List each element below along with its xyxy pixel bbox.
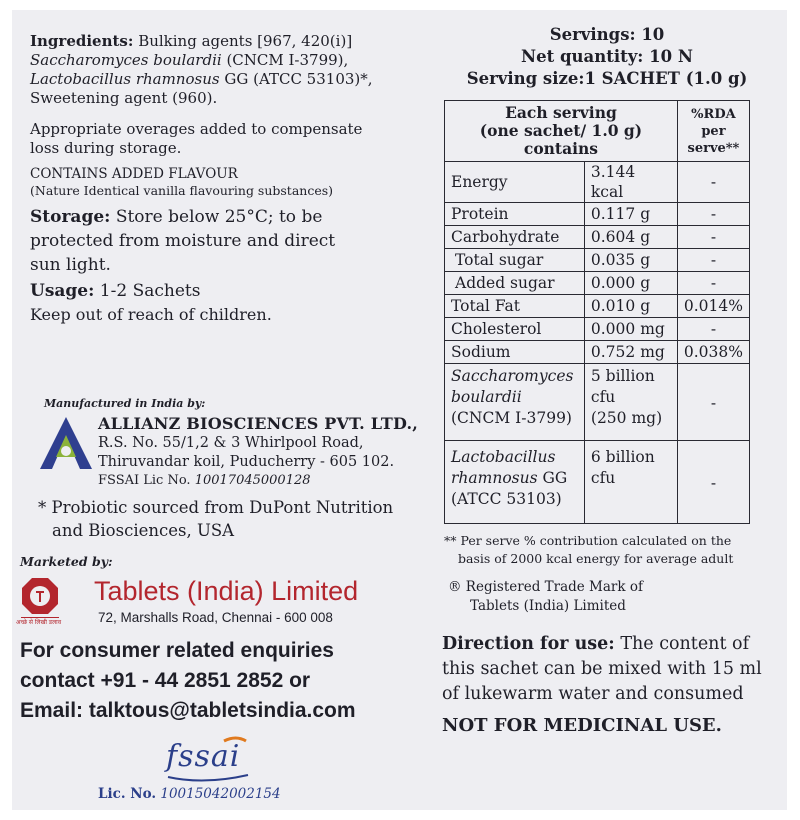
ingredients-line3 [30, 70, 430, 89]
nutrient-rda: 0.038% [677, 341, 749, 364]
nutrient-rda: - [677, 203, 749, 226]
table-row [445, 226, 750, 249]
probiotic-value-line2: cfu [590, 469, 616, 487]
storage-line2: protected from moisture and direct [30, 231, 336, 251]
trademark-line1: ® Registered Trade Mark of [448, 579, 643, 595]
header-rda [677, 101, 749, 162]
nutrient-rda: - [677, 249, 749, 272]
marketer-address: 72, Marshalls Road, Chennai - 600 008 [98, 610, 333, 625]
nutrient-name: Cholesterol [445, 318, 585, 341]
consumer-enquiries-line1: For consumer related enquiries [20, 639, 334, 662]
nutrient-rda: - [677, 272, 749, 295]
ingredient-lactobacillus: Lactobacillus rhamnosus [30, 70, 220, 88]
usage-text: 1-2 Sachets [99, 281, 201, 301]
serving-size: Serving size:1 SACHET (1.0 g) [466, 69, 748, 88]
fssai-lic-line [98, 786, 281, 802]
nutrient-value: 0.752 mg [584, 341, 677, 364]
left-column [30, 32, 430, 327]
probiotic-name-line1: Lactobacillus [451, 448, 556, 466]
right-column [442, 22, 772, 739]
probiotic-note-line2: and Biosciences, USA [52, 521, 235, 540]
header-each-serving [445, 101, 678, 162]
ingredients-text: Bulking agents [967, 420(i)] [138, 32, 353, 50]
manufacturer-fssai [98, 472, 438, 489]
probiotic-name-line2: boulardii [451, 388, 522, 406]
nutrient-rda: 0.014% [677, 295, 749, 318]
direction-line2: this sachet can be mixed with 15 ml [442, 659, 762, 679]
probiotic-value-line1: 5 billion [590, 367, 655, 385]
manufacturer-fssai-number: 10017045000128 [194, 473, 311, 488]
not-medicinal-warning: NOT FOR MEDICINAL USE. [442, 715, 722, 736]
nutrient-rda: - [677, 226, 749, 249]
ingredients-heading: Ingredients: [30, 32, 134, 50]
usage-heading: Usage: [30, 281, 95, 301]
marketer-intro: Marketed by: [20, 554, 113, 569]
direction-heading: Direction for use: [442, 634, 615, 654]
probiotic-name [445, 364, 585, 441]
probiotic-name-line1: Saccharomyces [451, 367, 574, 385]
ingredients-line1 [30, 32, 430, 51]
table-row-lactobacillus [445, 441, 750, 524]
manufacturer-address2: Thiruvandar koil, Puducherry - 605 102. [98, 454, 395, 470]
ingredient-saccharomyces: Saccharomyces boulardii [30, 51, 222, 69]
nutrient-name: Sodium [445, 341, 585, 364]
header-each-serving-line1: Each serving [505, 103, 617, 122]
trademark-line2: Tablets (India) Limited [470, 598, 626, 614]
table-row [445, 203, 750, 226]
footnote-line1: ** Per serve % contribution calculated on the [444, 533, 732, 548]
ingredient-lactobacillus-code: GG (ATCC 53103)*, [224, 70, 373, 88]
fssai-logo-text: fssai [166, 739, 241, 774]
nutrient-value: 0.117 g [584, 203, 677, 226]
probiotic-value [584, 441, 677, 524]
footnote-line2: basis of 2000 kcal energy for average adult [458, 551, 734, 566]
nutrient-value: 0.000 g [584, 272, 677, 295]
probiotic-value-line3: (250 mg) [590, 409, 663, 427]
marketer-name: Tablets (India) Limited [94, 576, 359, 606]
nutrient-name: Energy [445, 162, 585, 203]
lic-label: Lic. No. [98, 786, 157, 802]
header-each-serving-line3: contains [523, 139, 599, 158]
ingredients-line4: Sweetening agent (960). [30, 89, 218, 107]
product-label [12, 10, 787, 810]
flavour-heading: CONTAINS ADDED FLAVOUR [30, 166, 238, 182]
probiotic-name [445, 441, 585, 524]
storage-heading: Storage: [30, 207, 111, 227]
probiotic-value-line1: 6 billion [590, 448, 655, 466]
direction-text: The content of [620, 634, 750, 654]
nutrient-rda: - [677, 318, 749, 341]
nutrient-rda: - [677, 162, 749, 203]
direction-line1 [442, 632, 772, 657]
manufacturer-fssai-label: FSSAI Lic No. [98, 473, 191, 488]
consumer-contact-line: contact +91 - 44 2851 2852 or [20, 669, 311, 692]
table-row [445, 162, 750, 203]
overages-line2: loss during storage. [30, 139, 182, 157]
net-quantity: Net quantity: 10 N [521, 47, 693, 66]
header-rda-line1: %RDA [691, 106, 736, 122]
manufacturer-address1: R.S. No. 55/1,2 & 3 Whirlpool Road, [98, 435, 364, 451]
table-row-saccharomyces [445, 364, 750, 441]
lic-number: 10015042002154 [160, 786, 281, 802]
storage-line3: sun light. [30, 255, 111, 275]
nutrient-value: 0.604 g [584, 226, 677, 249]
tablets-logo-caption: अच्छे से लिखी डलाव [16, 619, 62, 626]
table-row [445, 272, 750, 295]
probiotic-value-line2: cfu [590, 388, 616, 406]
allianz-logo-icon [36, 413, 96, 473]
consumer-email-line: Email: talktous@tabletsindia.com [20, 699, 356, 722]
flavour-detail: (Nature Identical vanilla flavouring substances) [30, 183, 334, 198]
usage-line [30, 279, 430, 303]
probiotic-note-line1: * Probiotic sourced from DuPont Nutrition [38, 498, 394, 517]
table-row [445, 295, 750, 318]
nutrient-value: 0.010 g [584, 295, 677, 318]
storage-line1 [30, 205, 430, 229]
nutrient-name: Carbohydrate [445, 226, 585, 249]
nutrient-name: Protein [445, 203, 585, 226]
ingredients-line2 [30, 51, 430, 70]
storage-text: Store below 25°C; to be [115, 207, 323, 227]
servings-count: Servings: 10 [549, 25, 665, 44]
nutrient-value: 0.000 mg [584, 318, 677, 341]
probiotic-value [584, 364, 677, 441]
probiotic-name-line3: (ATCC 53103) [451, 490, 562, 508]
direction-line3: of lukewarm water and consumed [442, 684, 744, 704]
manufacturer-name: ALLIANZ BIOSCIENCES PVT. LTD., [98, 414, 419, 433]
nutrient-name: Total Fat [445, 295, 585, 318]
probiotic-name-line2 [451, 468, 578, 489]
table-row [445, 318, 750, 341]
nutrient-value: 3.144 kcal [584, 162, 677, 203]
manufacturer-intro: Manufactured in India by: [44, 397, 206, 410]
ingredient-saccharomyces-code: (CNCM I-3799), [226, 51, 349, 69]
probiotic-rda: - [677, 441, 749, 524]
probiotic-rda: - [677, 364, 749, 441]
nutrient-name: Added sugar [445, 272, 585, 295]
header-each-serving-line2: (one sachet/ 1.0 g) [479, 121, 643, 140]
header-rda-line3: serve** [687, 140, 740, 156]
probiotic-name-species: rhamnosus [451, 469, 538, 487]
probiotic-name-strain: GG [537, 469, 568, 487]
table-row [445, 341, 750, 364]
table-row [445, 249, 750, 272]
overages-line1: Appropriate overages added to compensate [30, 120, 363, 138]
nutrient-value: 0.035 g [584, 249, 677, 272]
probiotic-name-line3: (CNCM I-3799) [451, 409, 572, 427]
keep-out-text: Keep out of reach of children. [30, 305, 272, 324]
fssai-logo-icon [164, 735, 254, 785]
nutrition-table [444, 100, 750, 524]
nutrition-table-header [445, 101, 750, 162]
nutrient-name: Total sugar [445, 249, 585, 272]
header-rda-line2: per [701, 123, 726, 139]
